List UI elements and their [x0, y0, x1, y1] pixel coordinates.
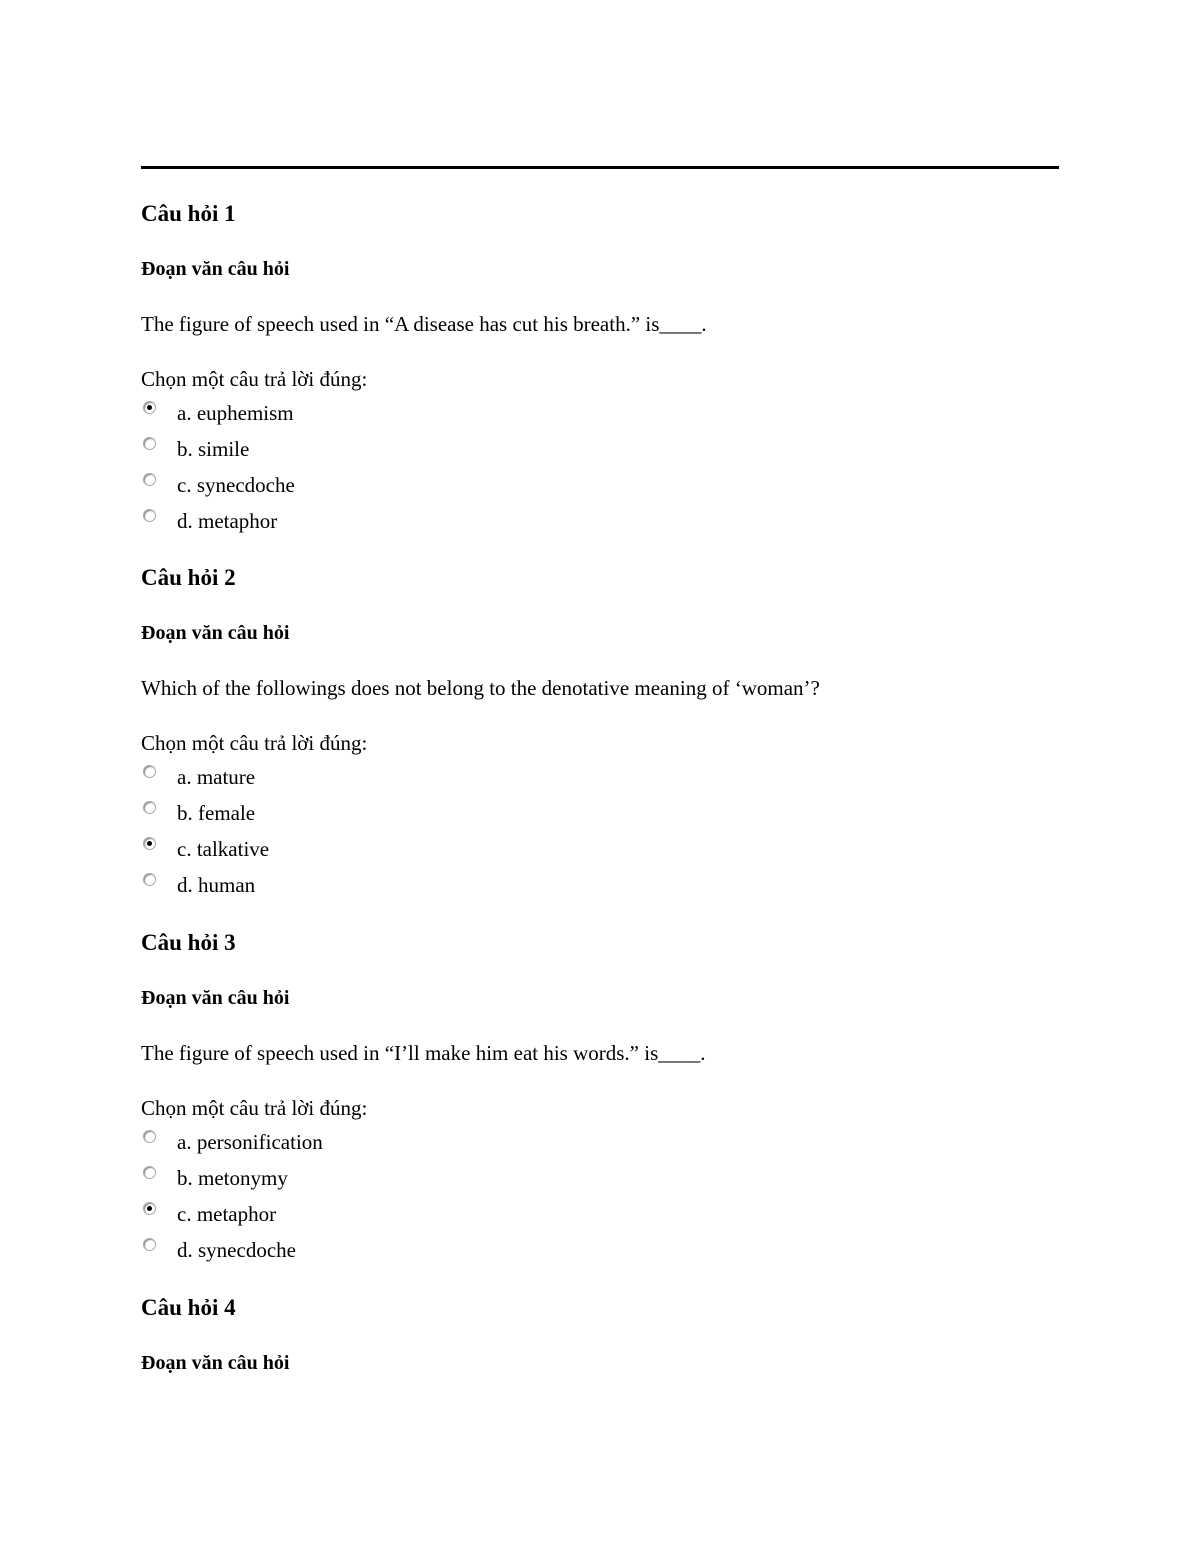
answer-option-d[interactable]	[141, 1237, 741, 1267]
answer-option-b[interactable]	[141, 436, 741, 466]
radio-button[interactable]	[143, 509, 156, 522]
answer-option-label: d. human	[177, 873, 256, 897]
answer-option-b[interactable]	[141, 800, 741, 830]
answer-option-d[interactable]	[141, 508, 741, 538]
radio-button[interactable]	[143, 1166, 156, 1179]
question-text: The figure of speech used in “A disease has cut his breath.” is____.	[141, 312, 707, 336]
answer-option-label: a. mature	[177, 765, 256, 789]
radio-dot-icon	[147, 841, 152, 846]
question-text: The figure of speech used in “I’ll make him eat his words.” is____.	[141, 1041, 706, 1065]
question-text-label: Đoạn văn câu hỏi	[141, 258, 290, 280]
answer-option-c[interactable]	[141, 836, 741, 866]
answer-option-label: a. euphemism	[177, 401, 294, 425]
answer-option-c[interactable]	[141, 1201, 741, 1231]
question-text-label: Đoạn văn câu hỏi	[141, 622, 290, 644]
question-title: Câu hỏi 1	[141, 201, 236, 226]
answer-option-label: b. female	[177, 801, 256, 825]
answer-option-label: b. metonymy	[177, 1166, 288, 1190]
answer-option-label: c. synecdoche	[177, 473, 295, 497]
question-text: Which of the followings does not belong to the denotative meaning of ‘woman’?	[141, 676, 820, 700]
question-title: Câu hỏi 3	[141, 930, 236, 955]
answer-prompt: Chọn một câu trả lời đúng:	[141, 1096, 368, 1120]
radio-button[interactable]	[143, 473, 156, 486]
radio-button[interactable]	[143, 801, 156, 814]
question-title: Câu hỏi 2	[141, 565, 236, 590]
horizontal-rule	[141, 166, 1059, 169]
answer-prompt: Chọn một câu trả lời đúng:	[141, 731, 368, 755]
answer-prompt: Chọn một câu trả lời đúng:	[141, 367, 368, 391]
radio-button[interactable]	[143, 437, 156, 450]
radio-button[interactable]	[143, 1202, 156, 1215]
radio-button[interactable]	[143, 873, 156, 886]
answer-option-label: d. synecdoche	[177, 1238, 296, 1262]
answer-option-c[interactable]	[141, 472, 741, 502]
answer-option-d[interactable]	[141, 872, 741, 902]
radio-button[interactable]	[143, 1130, 156, 1143]
answer-option-label: c. metaphor	[177, 1202, 277, 1226]
answer-option-label: c. talkative	[177, 837, 270, 861]
answer-option-label: b. simile	[177, 437, 250, 461]
question-text-label: Đoạn văn câu hỏi	[141, 1352, 290, 1374]
answer-option-b[interactable]	[141, 1165, 741, 1195]
radio-button[interactable]	[143, 837, 156, 850]
radio-dot-icon	[147, 1206, 152, 1211]
radio-dot-icon	[147, 405, 152, 410]
radio-button[interactable]	[143, 1238, 156, 1251]
answer-option-a[interactable]	[141, 764, 741, 794]
answer-option-label: a. personification	[177, 1130, 323, 1154]
radio-button[interactable]	[143, 765, 156, 778]
radio-button[interactable]	[143, 401, 156, 414]
answer-option-label: d. metaphor	[177, 509, 278, 533]
answer-option-a[interactable]	[141, 1129, 741, 1159]
question-text-label: Đoạn văn câu hỏi	[141, 987, 290, 1009]
answer-option-a[interactable]	[141, 400, 741, 430]
question-title: Câu hỏi 4	[141, 1295, 236, 1320]
